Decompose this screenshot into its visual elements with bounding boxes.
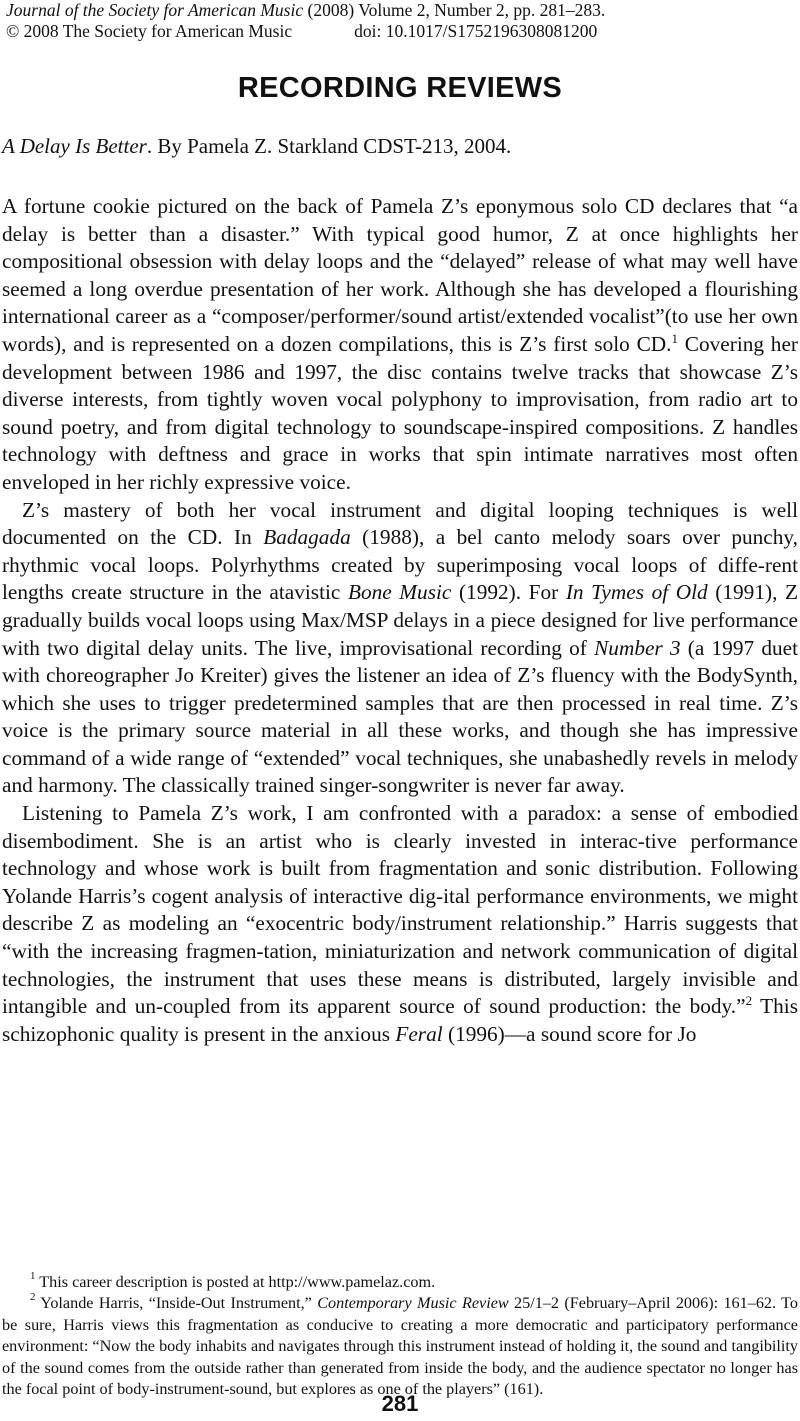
journal-title: Contemporary Music Review [317,1294,509,1313]
footnote-ref-1[interactable]: 1 [671,330,678,346]
copyright: © 2008 The Society for American Music [6,21,293,41]
volume-info: (2008) Volume 2, Number 2, pp. 281–283. [303,0,606,20]
footnote-2: $^2$ Yolande Harris, “Inside-Out Instrument,” Contemporary Music Review 25/1–2 (February–April 2006): 161–62. To be sure, Harris views this fragmentation as conducive to creating a more democratic and participatory performance environment: “Now the body inhabits and navigates through this instrument instead of holding it, the sound and tangibility of the sound comes from the outside rather than generated from inside the body, and the audience spectator no longer has the focal point of body-instrument-sound, but explores as one of the players” (161). [2,1291,798,1399]
section-title: RECORDING REVIEWS [237,72,563,104]
journal-name: Journal of the Society for American Music [6,0,304,20]
work-title: In Tymes of Old [565,580,708,605]
work-title: Number 3 [594,635,681,660]
work-title: Bone Music [347,580,452,605]
doi: doi: 10.1017/S1752196308081200 [354,21,598,41]
copyright-line [6,21,796,42]
running-header [6,0,796,42]
review-body [2,193,798,1048]
paragraph-1: A fortune cookie pictured on the back of Pamela Z’s eponymous solo CD declares that “a delay is better than a disaster.” With typical good humor, Z at once highlights her compositional obsession with delay loops and the “delayed” release of what may well have seemed a long overdue presentation of her work. Although she has developed a flourishing international career as a “composer/performer/sound artist/extended vocalist”(to use her own words), and is represented on a dozen compilations, this is Z’s first solo CD.$^1$ Covering her development between 1986 and 1997, the disc contains twelve tracks that showcase Z’s diverse interests, from tightly woven vocal polyphony to improvisation, from radio art to sound poetry, and from digital technology to soundscape-inspired compositions. Z handles technology with deftness and grace in works that spin intimate narratives most often enveloped in her richly expressive voice. [2,194,799,494]
footnote-1: $^1$ This career description is posted at http://www.pamelaz.com. [30,1270,436,1291]
journal-citation-line [6,0,796,21]
paragraph-3: Listening to Pamela Z’s work, I am confronted with a paradox: a sense of embodied disembodiment. She is an artist who is clearly invested in interac-tive performance technology and whose work is built from fragmentation and sonic distribution. Following Yolande Harris’s cogent analysis of interactive dig-ital performance environments, we might describe Z as modeling an “exocentric body/instrument relationship.” Harris suggests that “with the increasing fragmen-tation, miniaturization and network communication of digital technologies, the instrument that uses these means is distributed, largely invisible and intangible and un-coupled from its apparent source of sound production: the body.”$^2$ This schizophonic quality is present in the anxious Feral (1996)—a sound score for Jo [2,801,798,1046]
paragraph-2: Z’s mastery of both her vocal instrument and digital looping techniques is well documented on the CD. In Badagada (1988), a bel canto melody soars over punchy, rhythmic vocal loops. Polyrhythms created by superimposing vocal loops of diffe-rent lengths create structure in the atavistic Bone Music (1992). For In Tymes of Old (1991), Z gradually builds vocal loops using Max/MSP delays in a piece designed for live performance with two digital delay units. The live, improvisational recording of Number 3 (a 1997 duet with choreographer Jo Kreiter) gives the listener an idea of Z’s fluency with the BodySynth, which she uses to trigger predetermined samples that are then processed in real time. Z’s voice is the primary source material in all these works, and though she has impressive command of a wide range of “extended” vocal techniques, she unabashedly revels in melody and harmony. The classically trained singer-songwriter is never far away. [2,497,798,798]
footnote-number: 2 [30,1291,36,1304]
footnotes [2,1272,798,1400]
album-details: . By Pamela Z. Starkland CDST-213, 2004. [146,134,512,158]
album-title: A Delay Is Better [2,134,147,158]
review-citation [2,132,792,160]
work-title: Feral [395,1021,443,1046]
footnote-number: 1 [30,1270,36,1282]
work-title: Badagada [263,525,351,550]
page-number: 281 [381,1391,419,1416]
footnote-ref-2[interactable]: 2 [745,993,753,1009]
